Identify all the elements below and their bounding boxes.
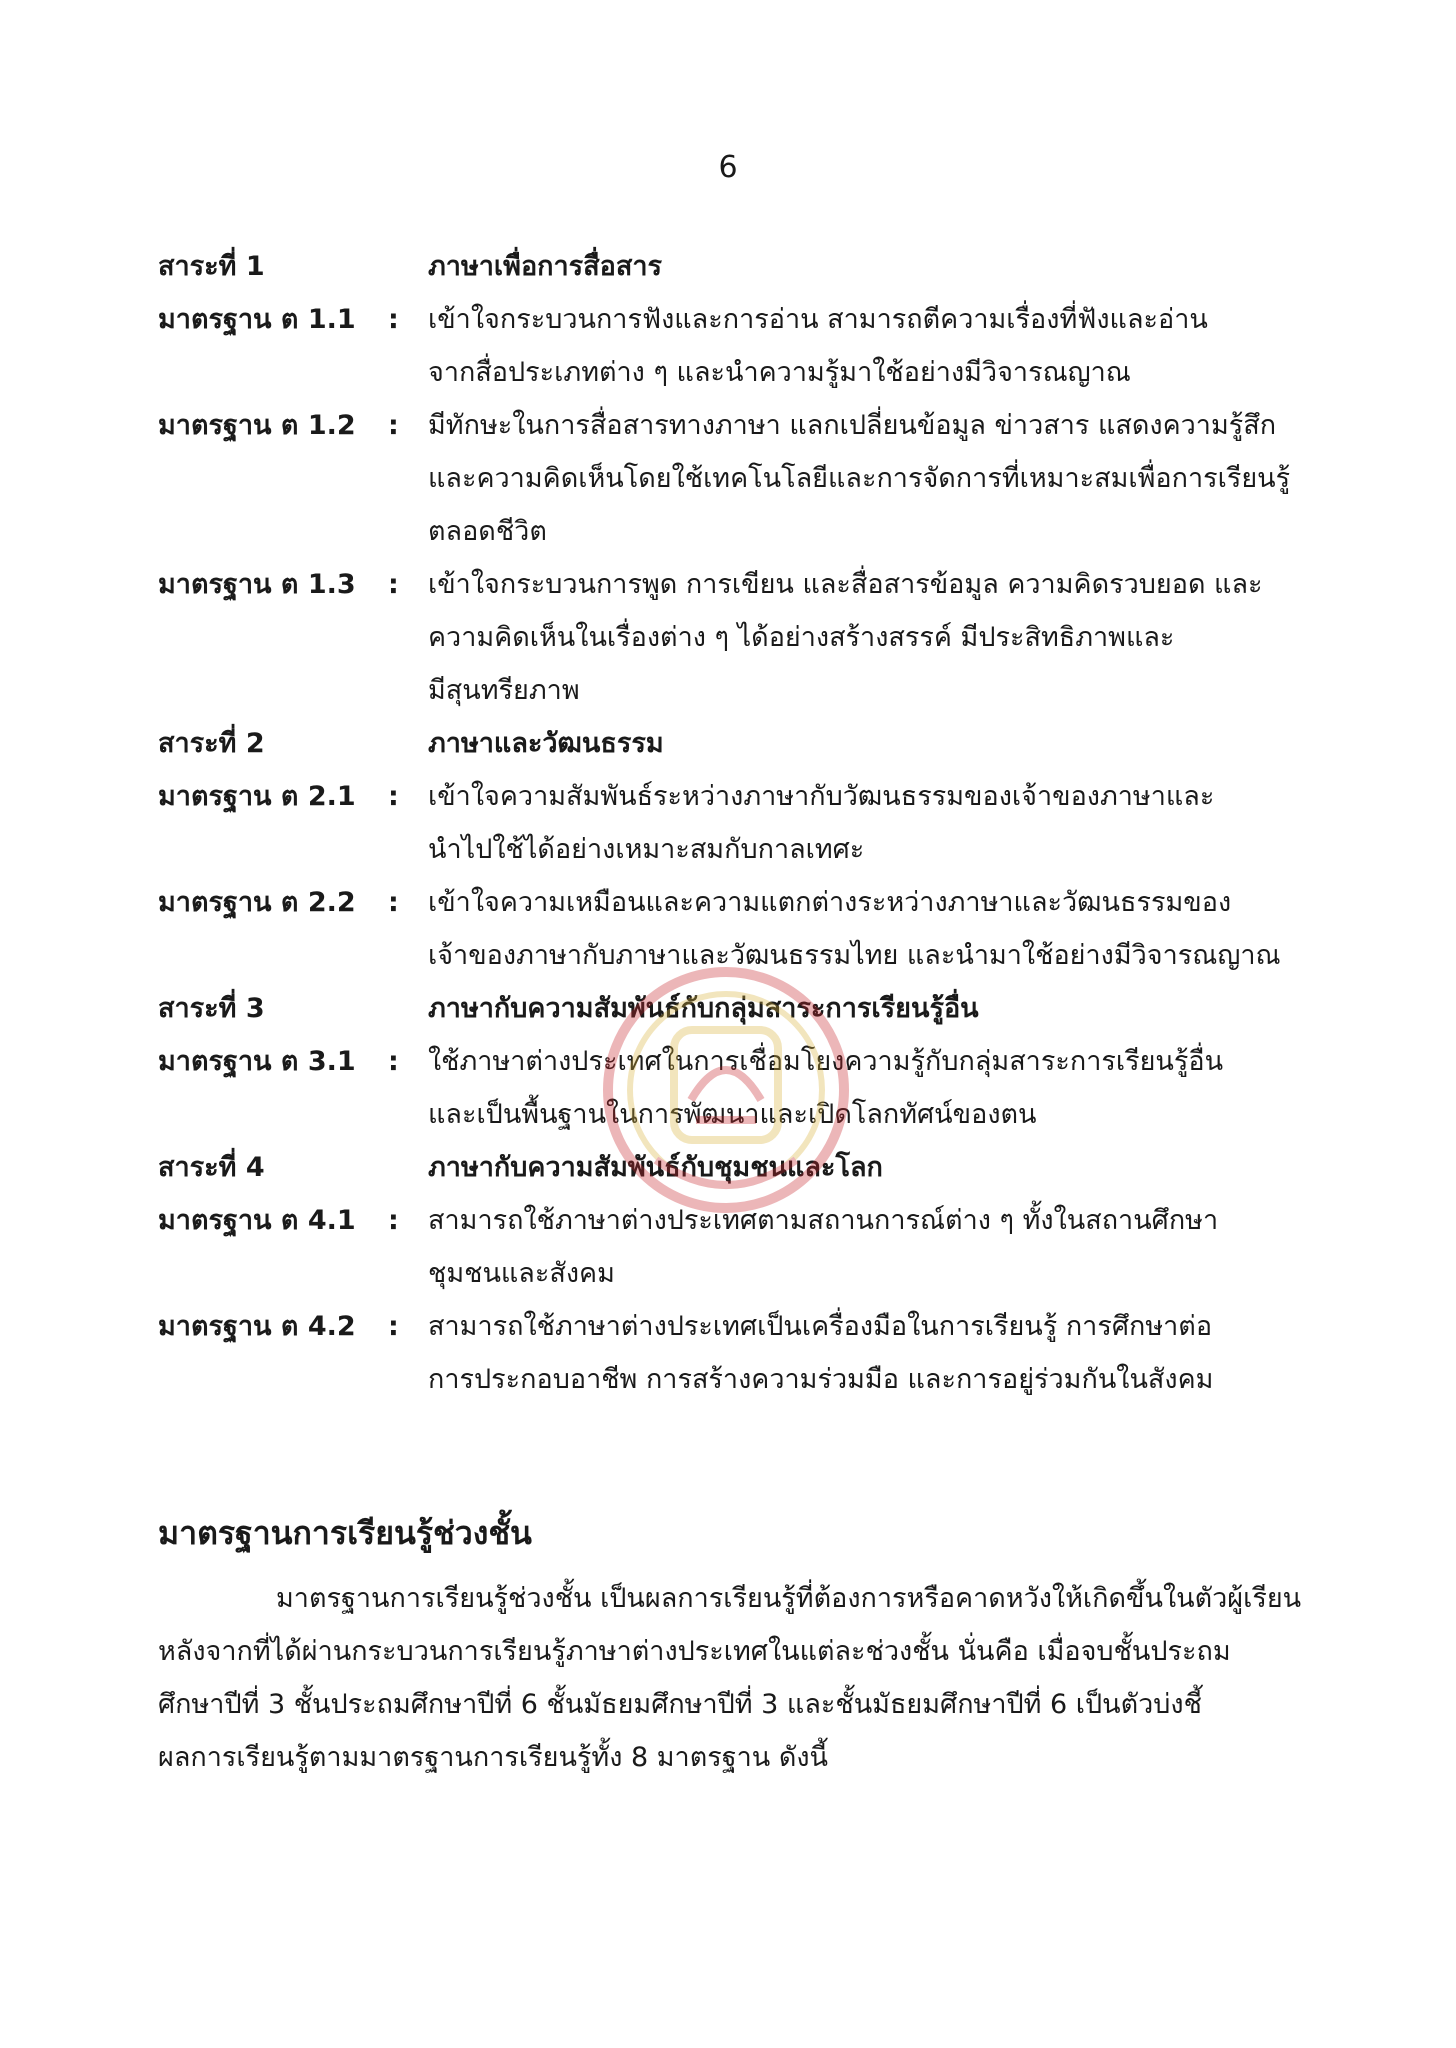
text-line: สามารถใช้ภาษาต่างประเทศตามสถานการณ์ต่าง ๆ ทั้งในสถานศึกษา [428,1205,1219,1236]
standard-row [158,1194,1318,1300]
standards-list [158,240,1318,1406]
text-line: เข้าใจความเหมือนและความแตกต่างระหว่างภาษาและวัฒนธรรมของ [428,887,1232,918]
text-line: ภาษาเพื่อการสื่อสาร [428,251,663,282]
standard-row [158,876,1318,982]
text-line: ภาษากับความสัมพันธ์กับกลุ่มสาระการเรียนรู้อื่น [428,993,979,1024]
standard-description [428,1194,1318,1300]
paragraph-line: หลังจากที่ได้ผ่านกระบวนการเรียนรู้ภาษาต่างประเทศในแต่ละช่วงชั้น นั่นคือ เมื่อจบชั้นประถม [158,1636,1231,1667]
text-line: เจ้าของภาษากับภาษาและวัฒนธรรมไทย และนำมาใช้อย่างมีวิจารณญาณ [428,940,1281,971]
strand-row [158,240,1318,293]
standard-description [428,770,1318,876]
strand-label: สาระที่ 2 [158,728,265,759]
separator-colon: : [388,1311,399,1342]
strand-row [158,717,1318,770]
standard-description [428,1300,1318,1406]
text-line: มีทักษะในการสื่อสารทางภาษา แลกเปลี่ยนข้อมูล ข่าวสาร แสดงความรู้สึก [428,410,1277,441]
strand-title [428,1141,1318,1194]
standard-description [428,293,1318,399]
standard-label: มาตรฐาน ต 4.2 [158,1311,356,1342]
separator-colon: : [388,1205,399,1236]
standard-description [428,1035,1318,1141]
text-line: ตลอดชีวิต [428,516,547,547]
standard-description [428,876,1318,982]
text-line: นำไปใช้ได้อย่างเหมาะสมกับกาลเทศะ [428,834,865,865]
standard-row [158,1300,1318,1406]
separator-colon: : [388,304,399,335]
standard-label: มาตรฐาน ต 1.2 [158,410,356,441]
text-line: มีสุนทรียภาพ [428,675,580,706]
standard-label: มาตรฐาน ต 4.1 [158,1205,356,1236]
text-line: ชุมชนและสังคม [428,1258,615,1289]
section-paragraph [158,1572,1318,1784]
text-line: การประกอบอาชีพ การสร้างความร่วมมือ และการอยู่ร่วมกันในสังคม [428,1364,1214,1395]
text-line: และความคิดเห็นโดยใช้เทคโนโลยีและการจัดการที่เหมาะสมเพื่อการเรียนรู้ [428,463,1291,494]
standard-row [158,770,1318,876]
text-line: เข้าใจกระบวนการพูด การเขียน และสื่อสารข้อมูล ความคิดรวบยอด และ [428,569,1263,600]
paragraph-line: ศึกษาปีที่ 3 ชั้นประถมศึกษาปีที่ 6 ชั้นมัธยมศึกษาปีที่ 3 และชั้นมัธยมศึกษาปีที่ 6 เป็นตัวบ่งชี้ [158,1689,1202,1720]
strand-row [158,1141,1318,1194]
standard-row [158,293,1318,399]
strand-row [158,982,1318,1035]
text-line: เข้าใจกระบวนการฟังและการอ่าน สามารถตีความเรื่องที่ฟังและอ่าน [428,304,1208,335]
separator-colon: : [388,569,399,600]
strand-title [428,717,1318,770]
strand-title [428,240,1318,293]
text-line: ใช้ภาษาต่างประเทศในการเชื่อมโยงความรู้กับกลุ่มสาระการเรียนรู้อื่น [428,1046,1224,1077]
text-line: และเป็นพื้นฐานในการพัฒนาและเปิดโลกทัศน์ของตน [428,1099,1037,1130]
text-line: เข้าใจความสัมพันธ์ระหว่างภาษากับวัฒนธรรมของเจ้าของภาษาและ [428,781,1215,812]
standard-description [428,399,1318,558]
standard-row [158,399,1318,558]
separator-colon: : [388,410,399,441]
standard-label: มาตรฐาน ต 1.1 [158,304,356,335]
paragraph-line: ผลการเรียนรู้ตามมาตรฐานการเรียนรู้ทั้ง 8 มาตรฐาน ดังนี้ [158,1742,829,1773]
strand-label: สาระที่ 3 [158,993,265,1024]
text-line: ภาษาและวัฒนธรรม [428,728,664,759]
standard-label: มาตรฐาน ต 1.3 [158,569,356,600]
text-line: จากสื่อประเภทต่าง ๆ และนำความรู้มาใช้อย่างมีวิจารณญาณ [428,357,1131,388]
standard-label: มาตรฐาน ต 2.1 [158,781,356,812]
standard-description [428,558,1318,717]
standard-row [158,1035,1318,1141]
separator-colon: : [388,887,399,918]
separator-colon: : [388,1046,399,1077]
page-number: 6 [718,150,738,185]
strand-title [428,982,1318,1035]
strand-label: สาระที่ 4 [158,1152,265,1183]
paragraph-line: มาตรฐานการเรียนรู้ช่วงชั้น เป็นผลการเรียนรู้ที่ต้องการหรือคาดหวังให้เกิดขึ้นในตัวผู้เรียน [276,1583,1302,1614]
text-line: สามารถใช้ภาษาต่างประเทศเป็นเครื่องมือในการเรียนรู้ การศึกษาต่อ [428,1311,1213,1342]
separator-colon: : [388,781,399,812]
text-line: ความคิดเห็นในเรื่องต่าง ๆ ได้อย่างสร้างสรรค์ มีประสิทธิภาพและ [428,622,1175,653]
strand-label: สาระที่ 1 [158,251,265,282]
text-line: ภาษากับความสัมพันธ์กับชุมชนและโลก [428,1152,883,1183]
section-heading: มาตรฐานการเรียนรู้ช่วงชั้น [158,1514,532,1552]
standard-label: มาตรฐาน ต 2.2 [158,887,356,918]
standard-row [158,558,1318,717]
standard-label: มาตรฐาน ต 3.1 [158,1046,356,1077]
